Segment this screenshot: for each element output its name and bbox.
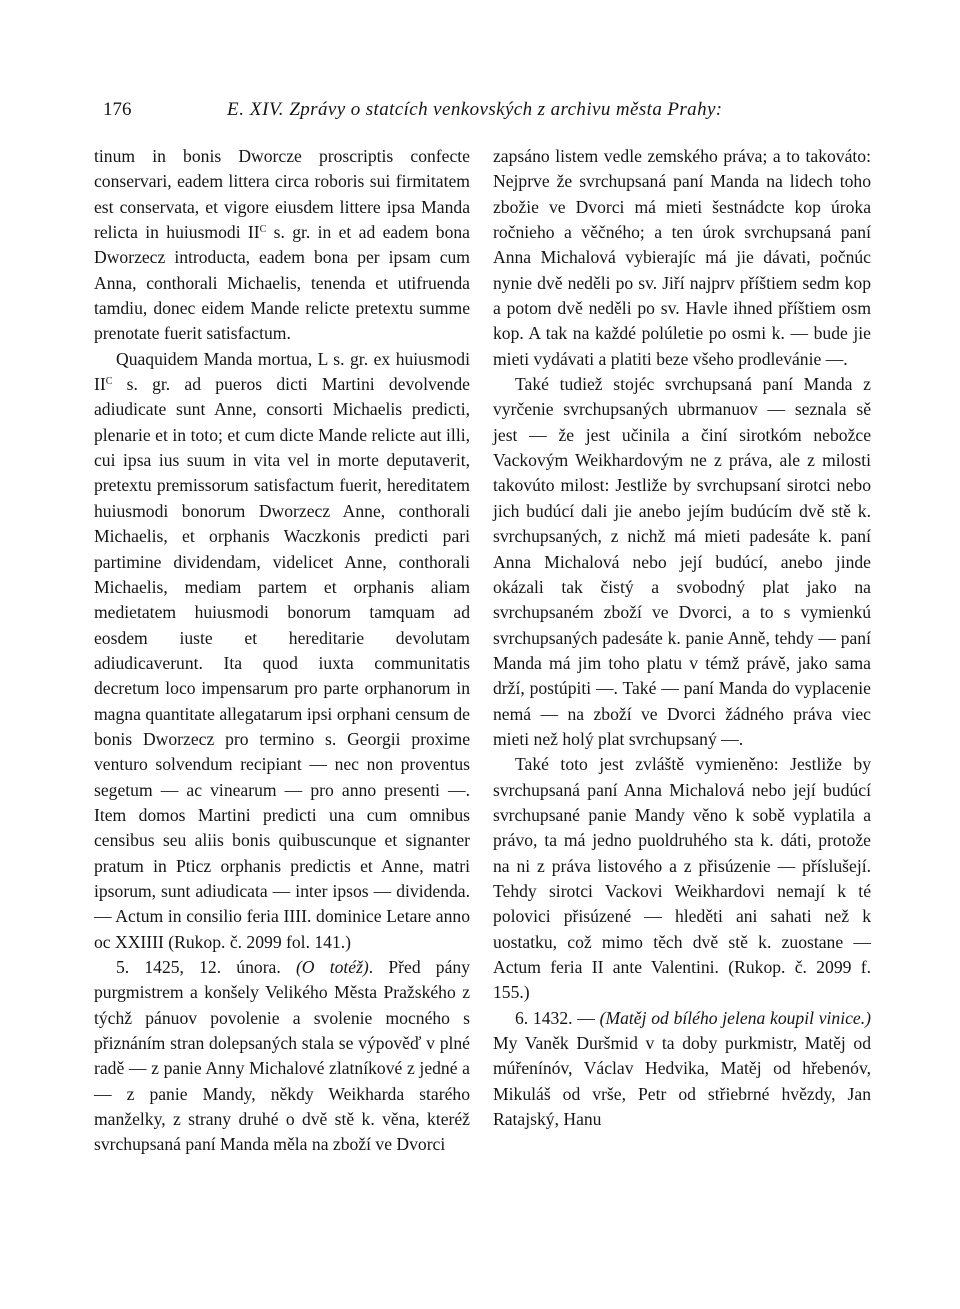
text-run: tinum in bonis Dworcze proscriptis confecte conservari, eadem littera circa roboris sui firmitatem est conservata, et vigore eiusdem littere ipsa Manda relicta in huiusmodi II	[94, 146, 470, 243]
italic-note: (Matěj od bílého jelena koupil vinice.)	[599, 1007, 871, 1028]
page-header	[103, 94, 868, 126]
running-head	[227, 94, 723, 126]
page-number: 176	[103, 99, 132, 120]
paragraph: Také toto jest zvláště vymieněno: Jestliže by svrchupsaná paní Anna Michalová nebo její budúcí svrchupsané panie Mandy věno k sobě vyplatila a právo, ta má jedno puoldruhého sta k. dáti, protože na ni z práva listového a z přisúzenie — příslušejí. Tehdy sirotci Vackovi Weikhardovi nemají k té polovici přisúzené — hleděti ani sahati než k uostatku, což mimo těch dvě stě k. zuostane — Actum feria II ante Valentini. (Rukop. č. 2099 f. 155.)	[493, 754, 871, 1003]
paragraph: zapsáno listem vedle zemského práva; a to takováto: Nejprve že svrchupsaná paní Manda na lidech toho zbožie ve Dvorci má mieti šestnádcte kop úroka ročnieho a věčného; a ten úrok svrchupsaná paní Anna Michalová vybierajíc má jie dávati, počnúc nynie dvě neděli po sv. Jiří najprv příštiem sedm kop a potom dvě neděli po sv. Havle ihned příštiem osm kop. A tak na každé polúletie po osmi k. — bude jie mieti vydávati a platiti beze všeho prodlevánie —.	[493, 146, 871, 369]
text-run: . Před pány purgmistrem a konšely Velikého Města Pražského z týchž pánuov povolenie a svolenie mocného s přiznáním stran dolepsaných stala se výpověď v plné radě — z panie Anny Michalové zlatníkové z jedné a — z panie Mandy, někdy Weikharda starého manželky, z strany druhé o dvě stě k. věna, kteréž svrchupsaná paní Manda měla na zboží ve Dvorci	[94, 957, 470, 1155]
paragraph	[94, 955, 470, 1158]
paragraph: Také tudiež stojéc svrchupsaná paní Manda z vyrčenie svrchupsaných ubrmanuov — seznala sě jest — že jest učinila a činí sirotkóm nebožce Vackovým Weikhardovým ne z práva, ale z milosti takovúto milost: Jestliže by svrchupsaní sirotci nebo jich budúcí dali jie anebo jejím budúcím dvě stě k. svrchupsaných, z nichž má mieti padesáte k. paní Anna Michalová nebo její budúcí, anebo jinde okázali tak čistý a svobodný plat jako na svrchupsaném zboží ve Dvorci, a to s vymienkú svrchupsaných padesáte k. panie Anně, tehdy — paní Manda má jim toho platu v témž právě, jako sama drží, postúpiti —. Také — paní Manda do vyplacenie nemá — na zboží ve Dvorci žádného práva viec mieti než holý plat svrchupsaný —.	[493, 374, 871, 749]
running-title: Zprávy o statcích venkovských z archivu města Prahy:	[289, 99, 723, 120]
paragraph	[94, 347, 470, 955]
superscript: C	[105, 376, 113, 388]
paragraph	[94, 144, 470, 347]
text-run: s. gr. ad pueros dicti Martini devolvende adiudicate sunt Anne, consorti Michaelis predicti, plenarie et in toto; et cum dicte Mande relicte aut illi, cui ipsa ius suum in vita vel in morte deputaverit, pretextu premissorum satisfactum fuerit, hereditatem huiusmodi bonorum Dworzecz Anne, conthorali Michaelis, et orphanis Waczkonis predicti pari partimine dividendam, videlicet Anne, conthorali Michaelis, mediam partem et orphanis aliam medietatem huiusmodi bonorum tamquam ad eosdem iuste et hereditarie devolutam adiudicaverunt. Ita quod iuxta communitatis decretum loco impensarum pro parte orphanorum in magna quantitate allegatarum ipsi orphani censum de bonis Dworzecz pro termino s. Georgii proxime venturo solvendum recipiant — nec non proventus segetum — ac vinearum — pro anno presenti —. Item domos Martini predicti una cum omnibus censibus seu aliis bonis quibuscunque et signanter pratum in Pticz orphanis predictis et Anne, matri ipsorum, sunt adiudicata — inter ipsos — dividenda. — Actum in consilio feria IIII. dominice Letare anno oc XXIIII (Rukop. č. 2099 fol. 141.)	[94, 374, 470, 952]
volume-label: E. XIV.	[227, 99, 285, 120]
text-run: s. gr. in et ad eadem bona Dworzecz introducta, eadem bona per ipsam cum Anna, conthorali Michaelis, tenenda et utifruenda tamdiu, donec eidem Mande relicte pretextu summe prenotate fuerit satisfactum.	[94, 222, 470, 344]
right-column	[493, 144, 871, 1132]
entry-number: 5. 1425, 12. února.	[116, 957, 296, 977]
italic-note: (O totéž)	[295, 957, 369, 977]
text-run: Quaquidem Manda mortua, L s. gr. ex huiusmodi II	[94, 348, 470, 395]
text-run: My Vaněk Duršmid v ta doby purkmistr, Matěj od múřenínóv, Václav Hedvika, Matěj od hřebenóv, Mikuláš od vrše, Petr od střiebrné hvězdy, Jan Ratajský, Hanu	[493, 1033, 871, 1130]
left-column	[94, 144, 470, 1158]
superscript: C	[259, 224, 267, 236]
entry-number: 6. 1432. —	[515, 1007, 600, 1028]
paragraph	[493, 1006, 871, 1133]
